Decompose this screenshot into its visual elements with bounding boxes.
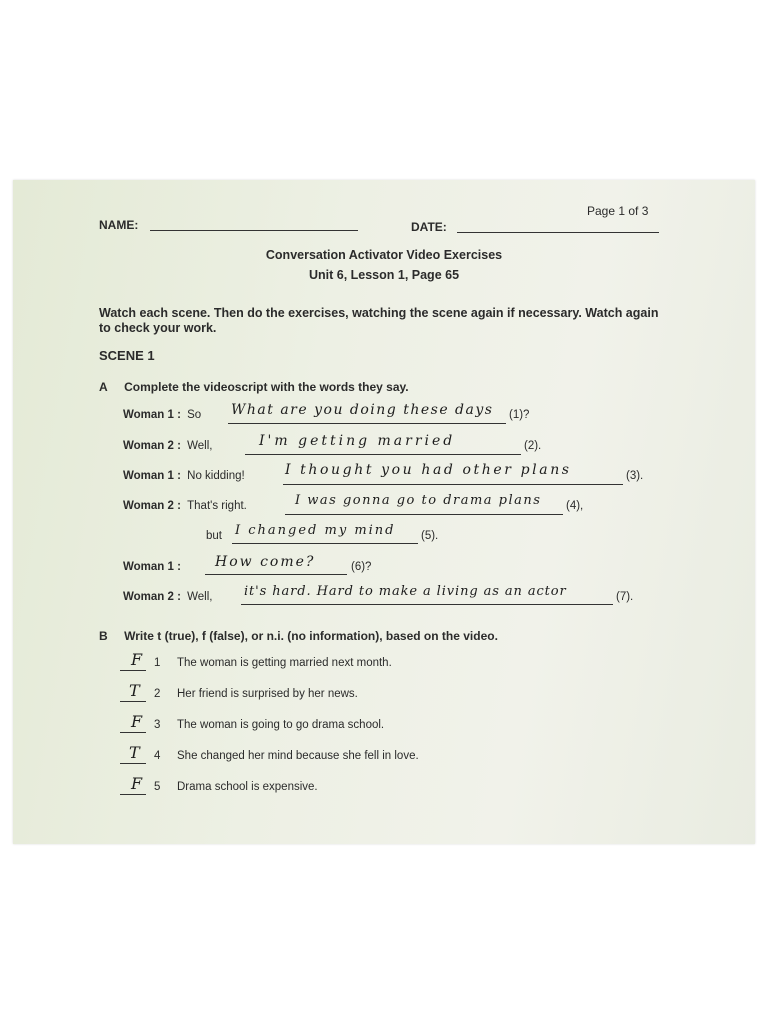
tf-blank-4[interactable] [120, 763, 146, 764]
blank-number-3: (3). [626, 470, 644, 482]
handwritten-answer-2: I'm getting married [259, 433, 456, 449]
tf-blank-3[interactable] [120, 732, 146, 733]
answer-blank-6[interactable] [205, 574, 347, 575]
handwritten-answer-5: I changed my mind [235, 523, 396, 538]
tf-number-4: 4 [154, 750, 161, 762]
answer-blank-5[interactable] [232, 543, 418, 544]
dialogue-line-3 [123, 470, 245, 482]
blank-number-7: (7). [616, 591, 634, 603]
tf-statement-3: The woman is going to go drama school. [177, 719, 385, 731]
section-b-heading [99, 627, 498, 645]
line-prefix: That's right. [187, 500, 247, 512]
section-a-letter: A [99, 380, 108, 394]
dialogue-line-2 [123, 440, 213, 452]
answer-blank-1[interactable] [228, 423, 506, 424]
answer-blank-7[interactable] [241, 604, 613, 605]
section-a-text: Complete the videoscript with the words they say. [124, 380, 409, 394]
section-b-text: Write t (true), f (false), or n.i. (no information), based on the video. [124, 629, 498, 643]
tf-blank-5[interactable] [120, 794, 146, 795]
blank-number-4: (4), [566, 500, 584, 512]
tf-number-1: 1 [154, 657, 161, 669]
tf-blank-2[interactable] [120, 701, 146, 702]
answer-blank-4[interactable] [285, 514, 563, 515]
tf-number-2: 2 [154, 688, 161, 700]
section-a-heading [99, 378, 409, 396]
tf-statement-1: The woman is getting married next month. [177, 657, 392, 669]
page-subtitle: Unit 6, Lesson 1, Page 65 [308, 268, 460, 282]
tf-answer-2: T [129, 681, 140, 700]
page-title: Conversation Activator Video Exercises [265, 248, 503, 262]
tf-answer-4: T [129, 743, 140, 762]
line-prefix: Well, [187, 591, 213, 603]
instructions: Watch each scene. Then do the exercises, watching the scene again if necessary. Watch again to check your work. [99, 306, 659, 335]
date-label: DATE: [411, 220, 447, 234]
speaker: Woman 2 : [123, 591, 181, 603]
tf-number-5: 5 [154, 781, 161, 793]
blank-number-1: (1)? [509, 409, 530, 421]
name-label: NAME: [99, 218, 139, 232]
tf-statement-4: She changed her mind because she fell in love. [177, 750, 419, 762]
tf-answer-5: F [131, 774, 143, 793]
handwritten-answer-7: it's hard. Hard to make a living as an actor [244, 584, 567, 599]
answer-blank-2[interactable] [245, 454, 521, 455]
scene-heading: SCENE 1 [99, 348, 155, 363]
dialogue-line-6 [123, 561, 181, 573]
name-field[interactable] [150, 230, 358, 231]
handwritten-answer-3: I thought you had other plans [285, 462, 572, 478]
worksheet-page [13, 180, 755, 844]
tf-number-3: 3 [154, 719, 161, 731]
tf-statement-5: Drama school is expensive. [177, 781, 318, 793]
tf-statement-2: Her friend is surprised by her news. [177, 688, 358, 700]
speaker: Woman 1 : [123, 409, 181, 421]
dialogue-line-7 [123, 591, 213, 603]
tf-answer-3: F [131, 712, 143, 731]
speaker: Woman 2 : [123, 500, 181, 512]
answer-blank-3[interactable] [283, 484, 623, 485]
blank-number-6: (6)? [351, 561, 372, 573]
speaker: Woman 1 : [123, 561, 181, 573]
speaker: Woman 1 : [123, 470, 181, 482]
tf-answer-1: F [131, 650, 143, 669]
tf-blank-1[interactable] [120, 670, 146, 671]
handwritten-answer-1: What are you doing these days [231, 402, 494, 418]
dialogue-line-5 [206, 530, 222, 542]
handwritten-answer-4: I was gonna go to drama plans [295, 493, 542, 508]
line-prefix: No kidding! [187, 470, 245, 482]
date-field[interactable] [457, 232, 659, 233]
blank-number-2: (2). [524, 440, 542, 452]
speaker: Woman 2 : [123, 440, 181, 452]
line-prefix: So [187, 409, 202, 421]
dialogue-line-4 [123, 500, 247, 512]
dialogue-line-1 [123, 409, 201, 421]
page-number: Page 1 of 3 [587, 204, 649, 218]
handwritten-answer-6: How come? [215, 554, 316, 570]
line-prefix: Well, [187, 440, 213, 452]
line-prefix: but [206, 530, 222, 542]
section-b-letter: B [99, 629, 108, 643]
blank-number-5: (5). [421, 530, 439, 542]
